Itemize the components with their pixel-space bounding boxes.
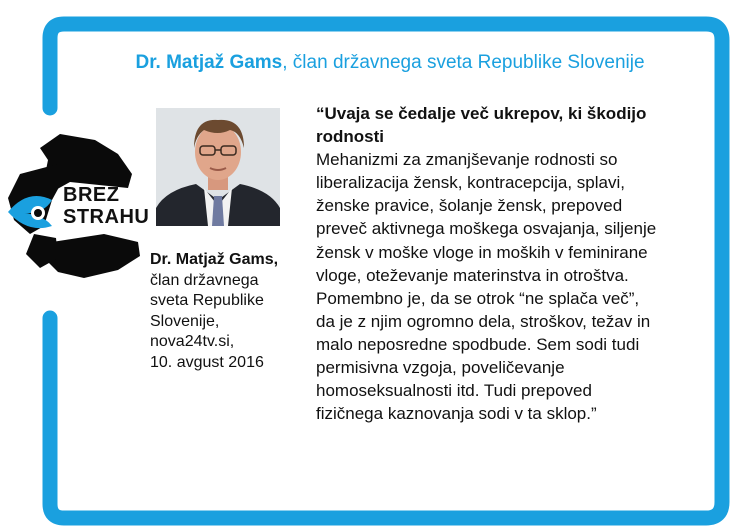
header-role: , član državnega sveta Republike Slovenije [282,52,645,73]
caption-source: nova24tv.si, [150,333,235,350]
portrait-illustration [156,108,280,226]
logo-text [63,184,149,228]
quote-block [316,102,661,425]
header-name: Dr. Matjaž Gams [135,52,283,73]
caption-line: Slovenije, [150,312,220,330]
header-title [110,52,670,74]
caption-line: član državnega [150,271,259,289]
quote-title: “Uvaja se čedalje več ukrepov, ki škodijo rodnosti [316,104,647,147]
caption-name: Dr. Matjaž Gams, [150,251,279,268]
logo-line-strahu: STRAHU [63,206,150,228]
photo-caption [150,250,300,373]
portrait-photo [156,108,280,226]
caption-date: 10. avgust 2016 [150,353,264,371]
quote-body: Mehanizmi za zmanjševanje rodnosti so liberalizacija žensk, kontracepcija, splavi, ženske pravice, šolanje žensk, prepoved preveč aktivnega moškega osvajanja, siljenje žensk v moške vloge in moških v feminirane vloge, oteževanje materinstva in otroštva. Pomembno je, da se otrok “ne splača več”, da je z njim ogromno dela, stroškov, težav in malo neposredne spodbude. Sem sodi tudi permisivna vzgoja, poveličevanje homoseksualnosti itd. Tudi prepoved fizičnega kaznovanja sodi v ta sklop.” [316,150,657,424]
caption-line: sveta Republike [150,292,264,309]
logo-line-brez: BREZ [63,184,120,206]
